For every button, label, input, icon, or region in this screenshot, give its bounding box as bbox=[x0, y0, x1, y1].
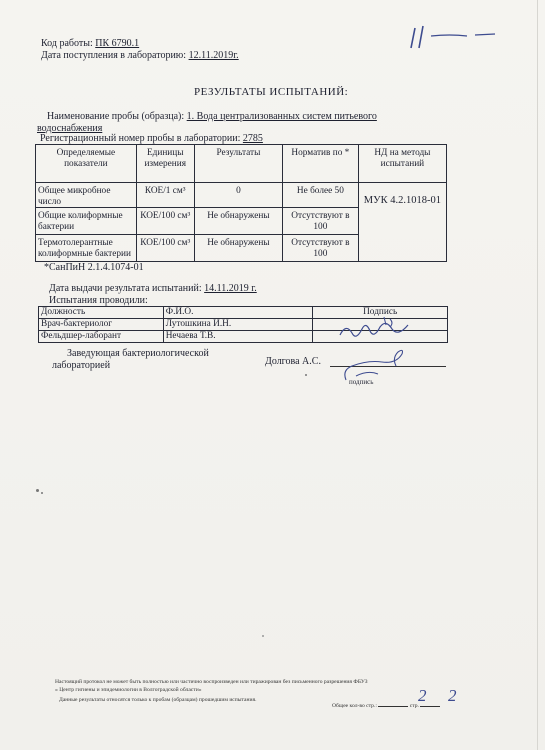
issue-date-value: 14.11.2019 г. bbox=[204, 283, 257, 294]
row-unit: КОЕ/100 см³ bbox=[136, 208, 194, 235]
staff-name: Лутошкина И.Н. bbox=[163, 319, 313, 331]
col-header-result: Результаты bbox=[194, 145, 282, 183]
issue-date-label: Дата выдачи результата испытаний: bbox=[49, 283, 202, 294]
footer-line1: Настоящий протокол не может быть полностью или частично воспроизведен или тиражирован без письменного разрешения ФБУЗ bbox=[55, 679, 368, 685]
staff-col-signature: Подпись bbox=[313, 307, 448, 319]
row-result: Не обнаружены bbox=[194, 235, 282, 262]
row-indicator: Общее микробное число bbox=[36, 183, 137, 208]
sample-name-line bbox=[47, 111, 377, 123]
row-indicator: Общие колиформные бактерии bbox=[36, 208, 137, 235]
footer-pages-label: Общее кол-во стр.: bbox=[332, 703, 377, 709]
paper-speck bbox=[41, 492, 43, 494]
head-signature-caption: подпись bbox=[349, 378, 374, 386]
handwritten-page-count: 2 bbox=[418, 686, 427, 705]
table-row bbox=[36, 183, 447, 208]
work-code-line bbox=[41, 38, 139, 50]
head-name: Долгова А.С. bbox=[265, 356, 321, 367]
conducted-label: Испытания проводили: bbox=[49, 295, 148, 306]
col-header-unit: Единицы измерения bbox=[136, 145, 194, 183]
work-code-label: Код работы: bbox=[41, 38, 93, 49]
issue-date-line bbox=[49, 283, 257, 295]
col-header-indicator: Определяемые показатели bbox=[36, 145, 137, 183]
footer-pages-blank bbox=[378, 706, 408, 707]
staff-position: Фельдшер-лаборант bbox=[39, 331, 164, 343]
handwritten-page-number: 2 bbox=[448, 686, 457, 705]
paper-speck bbox=[36, 489, 39, 492]
received-date-value: 12.11.2019г. bbox=[188, 50, 239, 61]
row-norm: Не более 50 bbox=[283, 183, 359, 208]
sample-name-value: 1. Вода централизованных систем питьевого bbox=[186, 111, 377, 122]
row-unit: КОЕ/1 см³ bbox=[136, 183, 194, 208]
method-cell bbox=[358, 183, 446, 262]
results-table bbox=[35, 144, 447, 262]
row-indicator: Термотолерантные колиформные бактерии bbox=[36, 235, 137, 262]
page-title: РЕЗУЛЬТАТЫ ИСПЫТАНИЙ: bbox=[194, 86, 349, 98]
head-title-line1: Заведующая бактериологической bbox=[67, 348, 209, 359]
staff-name: Нечаева Т.В. bbox=[163, 331, 313, 343]
registration-label: Регистрационный номер пробы в лаборатории: bbox=[40, 133, 241, 144]
row-norm: Отсутствуют в 100 bbox=[283, 235, 359, 262]
paper-speck bbox=[262, 635, 264, 637]
footer-page-blank bbox=[420, 706, 440, 707]
row-result: Не обнаружены bbox=[194, 208, 282, 235]
col-header-method: НД на методы испытаний bbox=[358, 145, 446, 183]
footer-page-label: стр. bbox=[409, 703, 419, 709]
received-date-line bbox=[41, 50, 239, 62]
staff-position: Врач-бактериолог bbox=[39, 319, 164, 331]
footer-line2: « Центр гигиены и эпидемиологии в Волгоградской области» bbox=[55, 687, 202, 693]
method-value: МУК 4.2.1018-01 bbox=[363, 195, 441, 206]
sample-name-label: Наименование пробы (образца): bbox=[47, 111, 185, 122]
registration-value: 2785 bbox=[242, 133, 263, 144]
sample-name-value-cont: водоснабжения bbox=[37, 123, 103, 134]
row-norm: Отсутствуют в 100 bbox=[283, 208, 359, 235]
row-unit: КОЕ/100 см³ bbox=[136, 235, 194, 262]
footer-line3: Данные результаты относятся только к пробам (образцам) прошедшим испытания. bbox=[59, 697, 257, 703]
head-title-line2: лабораторией bbox=[52, 360, 111, 371]
row-result: 0 bbox=[194, 183, 282, 208]
paper-speck bbox=[305, 374, 307, 376]
page-edge bbox=[537, 0, 538, 750]
head-signature-mark bbox=[338, 340, 418, 395]
staff-col-name: Ф.И.О. bbox=[163, 307, 313, 319]
staff-col-position: Должность bbox=[39, 307, 164, 319]
received-date-label: Дата поступления в лабораторию: bbox=[41, 50, 187, 61]
footnote: *СанПиН 2.1.4.1074-01 bbox=[44, 262, 144, 273]
results-header-row bbox=[36, 145, 447, 183]
work-code-value: ПК 6790.1 bbox=[95, 38, 140, 49]
handwritten-sheet-number bbox=[405, 22, 500, 57]
col-header-norm: Норматив по * bbox=[283, 145, 359, 183]
